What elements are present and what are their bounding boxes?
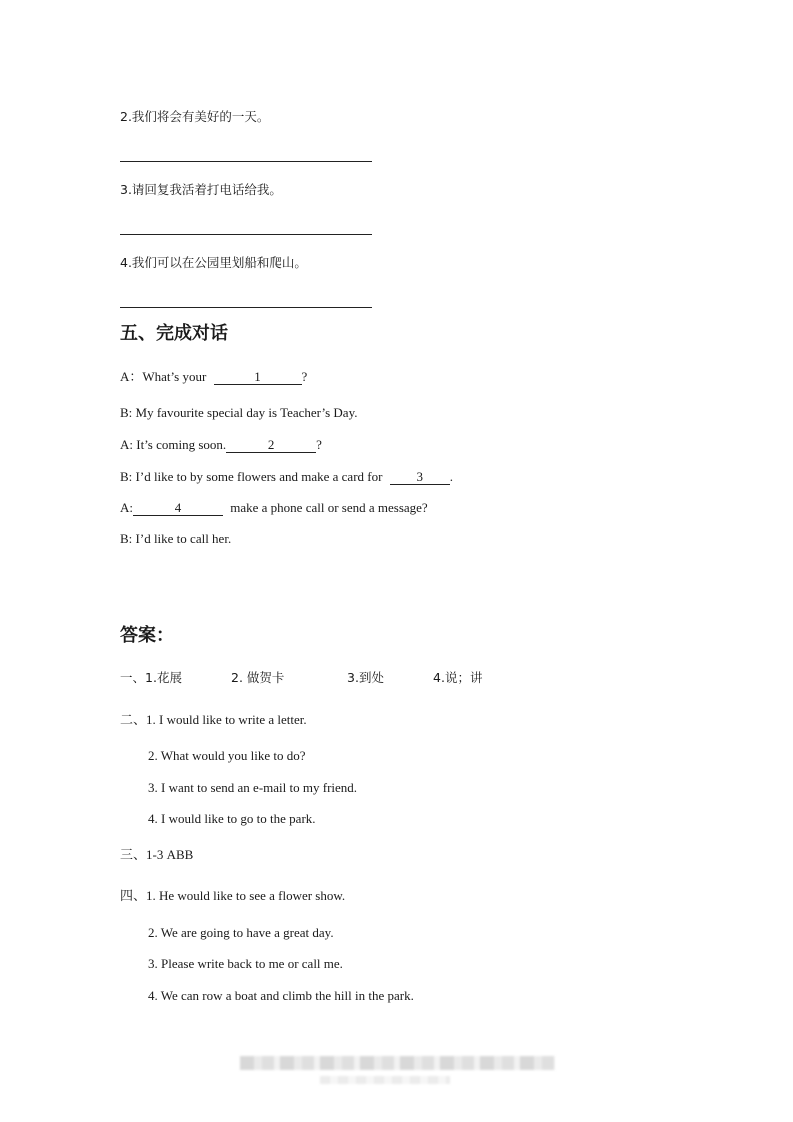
answer-1-2: 2. 做贺卡 [231, 670, 285, 685]
answer-section-1-label: 一、 [120, 670, 146, 685]
answer-2-1: 二、1. I would like to write a letter. [120, 712, 307, 727]
blank-1: 1 [214, 370, 302, 385]
answer-line-4 [120, 307, 372, 308]
answer-1-4: 4.说；讲 [433, 670, 483, 685]
dialogue-line-4-suffix: . [449, 469, 453, 484]
question-2-text: 2.我们将会有美好的一天。 [120, 109, 270, 124]
answer-2-4: 4. I would like to go to the park. [148, 811, 316, 826]
answer-2-2: 2. What would you like to do? [148, 748, 306, 763]
answer-2-3: 3. I want to send an e-mail to my friend. [148, 780, 358, 795]
dialogue-line-3-suffix: ? [316, 437, 322, 452]
blank-4: 4 [133, 501, 223, 516]
dialogue-line-5-prefix: A: [120, 500, 133, 515]
answers-heading: 答案： [120, 625, 174, 646]
dialogue-line-6: B: I’d like to call her. [120, 531, 232, 546]
dialogue-line-4-prefix: B: I’d like to by some flowers and make a card for [120, 469, 383, 484]
answer-1-3: 3.到处 [347, 670, 384, 685]
answer-line-3 [120, 234, 372, 235]
answer-section-1 [120, 670, 482, 686]
answer-4-3: 3. Please write back to me or call me. [148, 956, 343, 971]
answer-4-2: 2. We are going to have a great day. [148, 925, 334, 940]
section-5-heading: 五、完成对话 [120, 323, 228, 344]
dialogue-line-5 [120, 500, 428, 516]
answer-section-3: 三、1-3 ABB [120, 847, 194, 862]
blank-2: 2 [226, 438, 316, 453]
answer-4-1: 四、1. He would like to see a flower show. [120, 888, 346, 903]
dialogue-line-3-prefix: A: It’s coming soon. [120, 437, 227, 452]
answer-4-4: 4. We can row a boat and climb the hill in the park. [148, 988, 414, 1003]
dialogue-line-1-suffix: ? [301, 369, 308, 384]
answer-line-2 [120, 161, 372, 162]
dialogue-line-3 [120, 437, 322, 453]
dialogue-line-1 [120, 369, 307, 385]
dialogue-line-1-prefix: A：What’s your [120, 369, 207, 384]
answer-1-1: 1.花展 [145, 670, 182, 685]
blank-3: 3 [390, 470, 450, 485]
question-3-text: 3.请回复我活着打电话给我。 [120, 182, 282, 197]
dialogue-line-5-suffix: make a phone call or send a message? [230, 500, 428, 515]
dialogue-line-4 [120, 469, 453, 485]
question-4-text: 4.我们可以在公园里划船和爬山。 [120, 255, 307, 270]
blurred-watermark [240, 1056, 555, 1070]
blurred-watermark-sub [320, 1076, 450, 1084]
dialogue-line-2: B: My favourite special day is Teacher’s Day. [120, 405, 358, 420]
